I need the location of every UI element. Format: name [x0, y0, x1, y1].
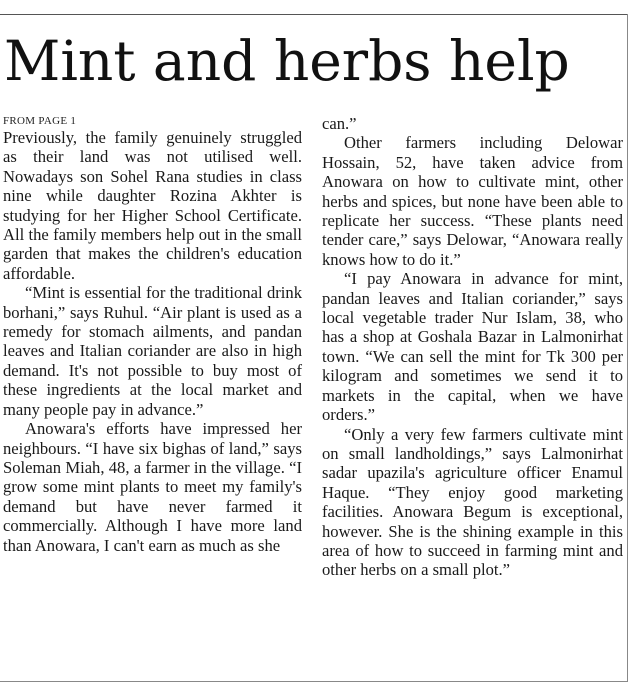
- paragraph-delowar: Other farmers including Delowar Hossain, 52, have taken advice from Anowara on how to cultivate mint, other herbs and spices, but none have been able to replicate her success. “These plants need tender care,” says Delowar, “Anowara really knows how to do it.”: [322, 133, 623, 269]
- article-column-right: [322, 114, 623, 580]
- top-rule: [0, 14, 627, 15]
- continued-from-kicker: FROM PAGE 1: [3, 115, 77, 127]
- bottom-border-rule: [0, 681, 628, 682]
- article-column-left: [3, 114, 302, 555]
- paragraph-family-struggle: Previously, the family genuinely struggled as their land was not utilised well. Nowadays son Sohel Rana studies in class nine while daughter Rozina Akhter is studying for her Higher School Certificate. All the family members help out in the small garden that makes the children's education affordable.: [3, 128, 302, 283]
- article-headline: Mint and herbs help: [4, 29, 570, 93]
- right-border-rule: [627, 14, 628, 681]
- paragraph-enamul-haque: “Only a very few farmers cultivate mint on small landholdings,” says Lalmonirhat sadar upazila's agriculture officer Enamul Haque. “They enjoy good marketing facilities. Anowara Begum is exceptional, however. She is the shining example in this area of how to succeed in farming mint and other herbs on a small plot.”: [322, 424, 623, 580]
- paragraph-soleman-quote: Anowara's efforts have impressed her neighbours. “I have six bighas of land,” says Soleman Miah, 48, a farmer in the village. “I grow some mint plants to meet my family's demand but have never farmed it commercially. Although I have more land than Anowara, I can't earn as much as she: [3, 419, 302, 555]
- paragraph-continuation: can.”: [322, 114, 357, 133]
- paragraph-ruhul-quote: “Mint is essential for the traditional drink borhani,” says Ruhul. “Air plant is used as a remedy for stomach ailments, and pandan leaves and Italian coriander are also in high demand. It's not possible to buy most of these ingredients at the local market and many people pay in advance.”: [3, 283, 302, 419]
- paragraph-nur-islam: “I pay Anowara in advance for mint, pandan leaves and Italian coriander,” says local vegetable trader Nur Islam, 38, who has a shop at Goshala Bazar in Lalmonirhat town. “We can sell the mint for Tk 300 per kilogram and sometimes we send it to markets in the capital, when we have orders.”: [322, 269, 623, 425]
